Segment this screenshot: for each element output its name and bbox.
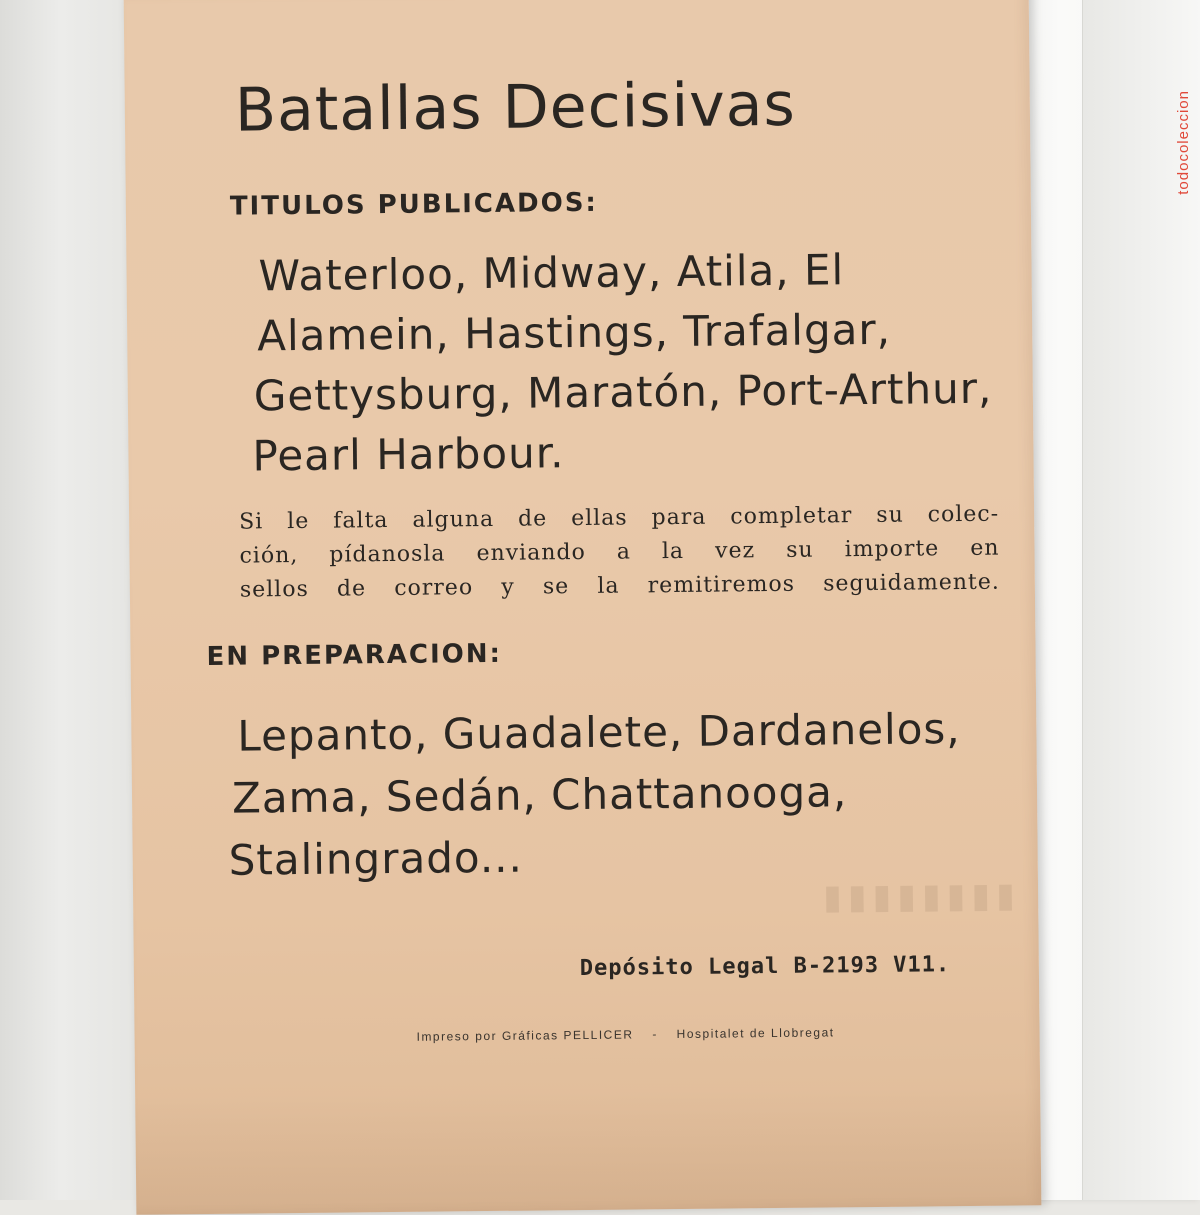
legal-deposit: Depósito Legal B-2193 V11.: [579, 952, 951, 982]
printer-separator: -: [652, 1027, 658, 1042]
preparation-heading: EN PREPARACION:: [206, 638, 503, 672]
preparation-line: Stalingrado...: [228, 832, 524, 885]
site-watermark: todocoleccion: [1175, 90, 1192, 195]
preparation-line: Zama, Sedán, Chattanooga,: [231, 767, 848, 823]
published-line: Gettysburg, Maratón, Port-Arthur,: [253, 363, 993, 421]
paragraph-line: ción, pídanosla enviando a la vez su importe en: [239, 535, 1000, 569]
page-title: Batallas Decisivas: [234, 69, 797, 146]
printer-credit: [416, 1025, 834, 1043]
published-line: Pearl Harbour.: [252, 428, 565, 481]
paragraph-line: sellos de correo y se la remitiremos seguidamente.: [239, 569, 1000, 603]
published-heading: TITULOS PUBLICADOS:: [229, 187, 599, 222]
show-through-stamp: ▮▮▮▮▮▮▮▮: [822, 875, 1022, 918]
preparation-line: Lepanto, Guadalete, Dardanelos,: [237, 704, 961, 761]
booklet-page: [124, 0, 1042, 1215]
published-line: Waterloo, Midway, Atila, El: [258, 245, 845, 301]
printer-location: Hospitalet de Llobregat: [676, 1025, 835, 1042]
printer-name: Impreso por Gráficas PELLICER: [416, 1027, 634, 1044]
published-line: Alamein, Hastings, Trafalgar,: [256, 304, 892, 361]
paragraph-line: Si le falta alguna de ellas para completar su colec-: [239, 501, 1000, 535]
